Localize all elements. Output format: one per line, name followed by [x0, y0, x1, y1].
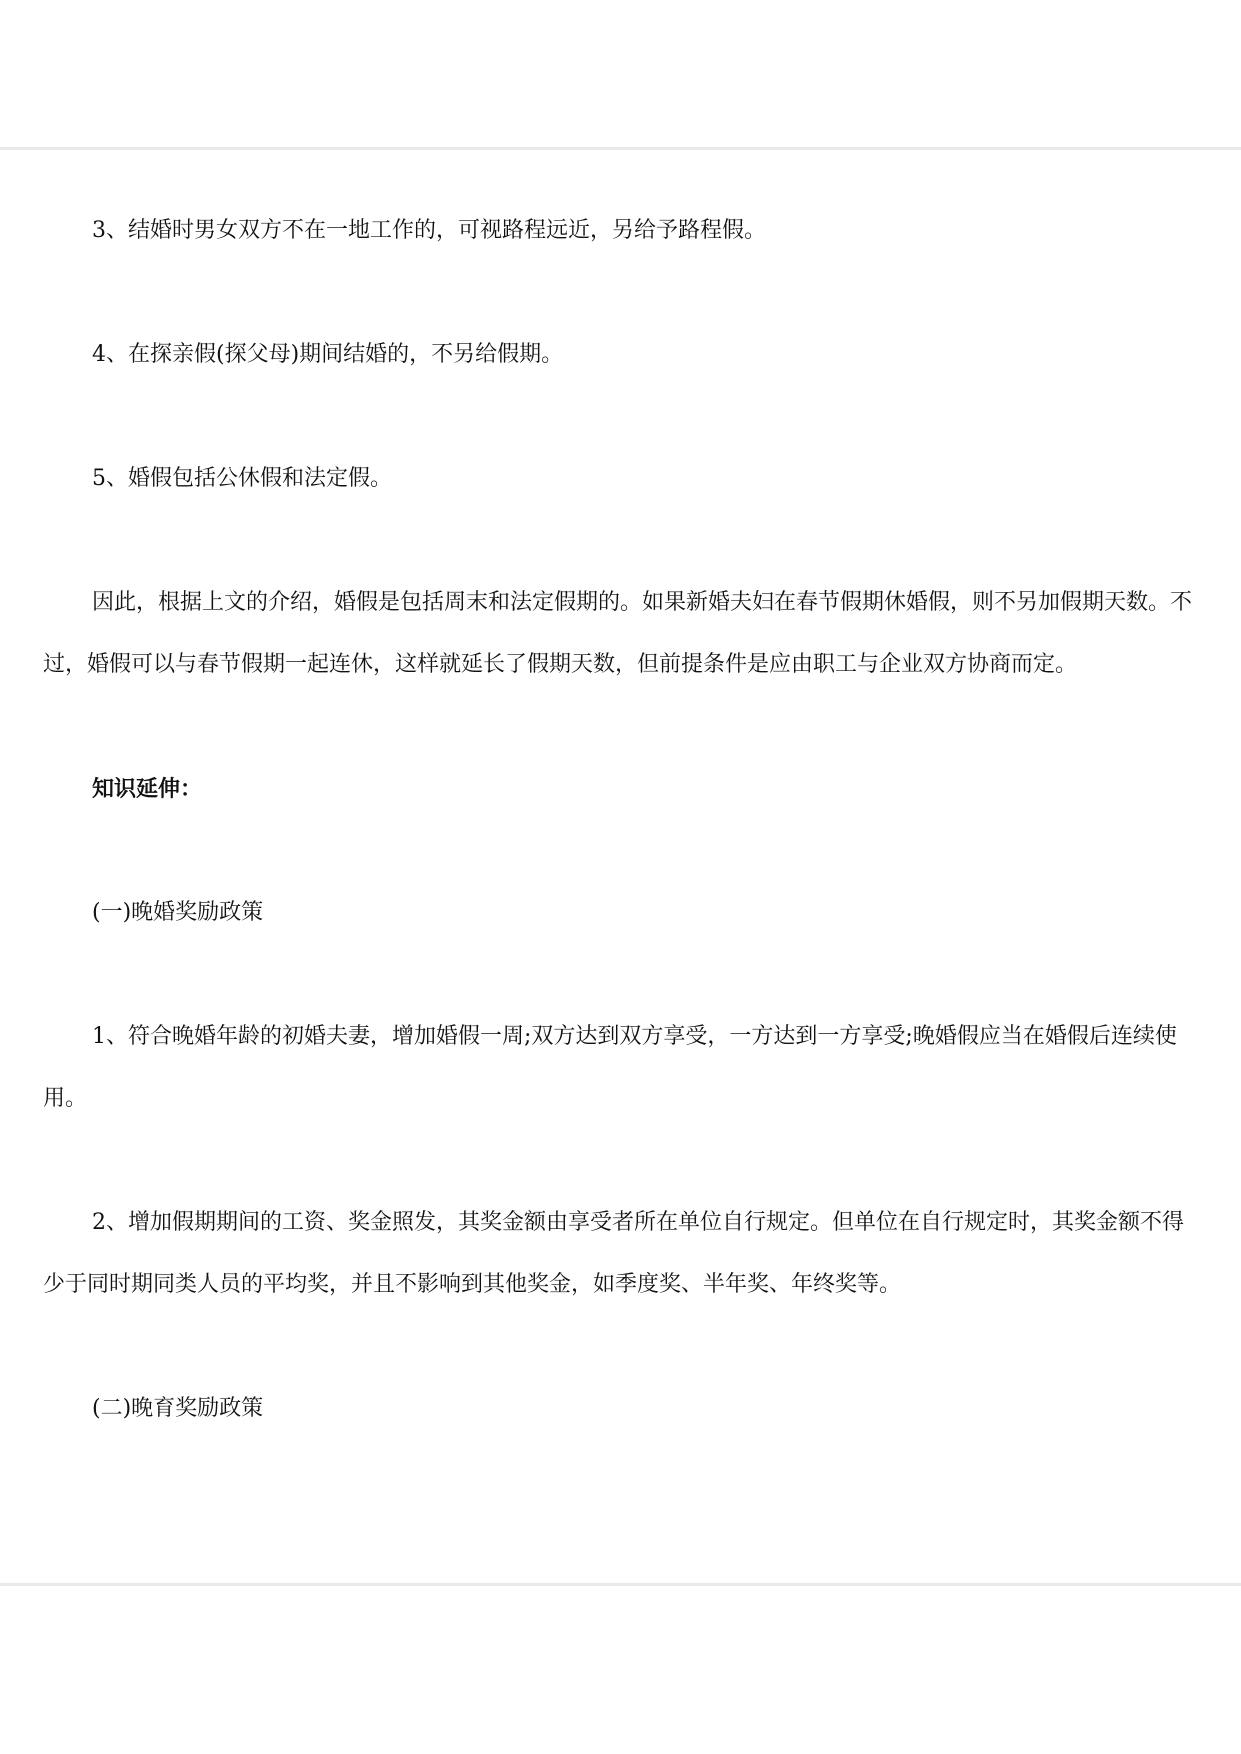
paragraph-late-marriage-2: 2、增加假期期间的工资、奖金照发，其奖金额由享受者所在单位自行规定。但单位在自行规定时，其奖金额不得少于同时期同类人员的平均奖，并且不影响到其他奖金，如季度奖、半年奖、年终奖等。 — [43, 1210, 1185, 1297]
paragraph-late-marriage-1: 1、符合晚婚年龄的初婚夫妻，增加婚假一周;双方达到双方享受，一方达到一方享受;晚婚假应当在婚假后连续使用。 — [43, 1024, 1177, 1111]
paragraph-item-3: 3、结婚时男女双方不在一地工作的，可视路程远近，另给予路程假。 — [92, 218, 766, 243]
document-body — [43, 200, 1196, 1440]
section-heading-extension: 知识延伸： — [92, 776, 203, 802]
paragraph-item-5: 5、婚假包括公休假和法定假。 — [92, 466, 392, 491]
top-divider — [0, 147, 1241, 150]
paragraph-item-4: 4、在探亲假(探父母)期间结婚的，不另给假期。 — [92, 342, 564, 367]
paragraph-conclusion: 因此，根据上文的介绍，婚假是包括周末和法定假期的。如果新婚夫妇在春节假期休婚假，则不另加假期天数。不过，婚假可以与春节假期一起连休，这样就延长了假期天数，但前提条件是应由职工与企业双方协商而定。 — [43, 590, 1193, 677]
subheading-late-childbirth-policy: (二)晚育奖励政策 — [92, 1396, 264, 1421]
subheading-late-marriage-policy: (一)晚婚奖励政策 — [92, 900, 264, 925]
bottom-divider — [0, 1583, 1241, 1586]
